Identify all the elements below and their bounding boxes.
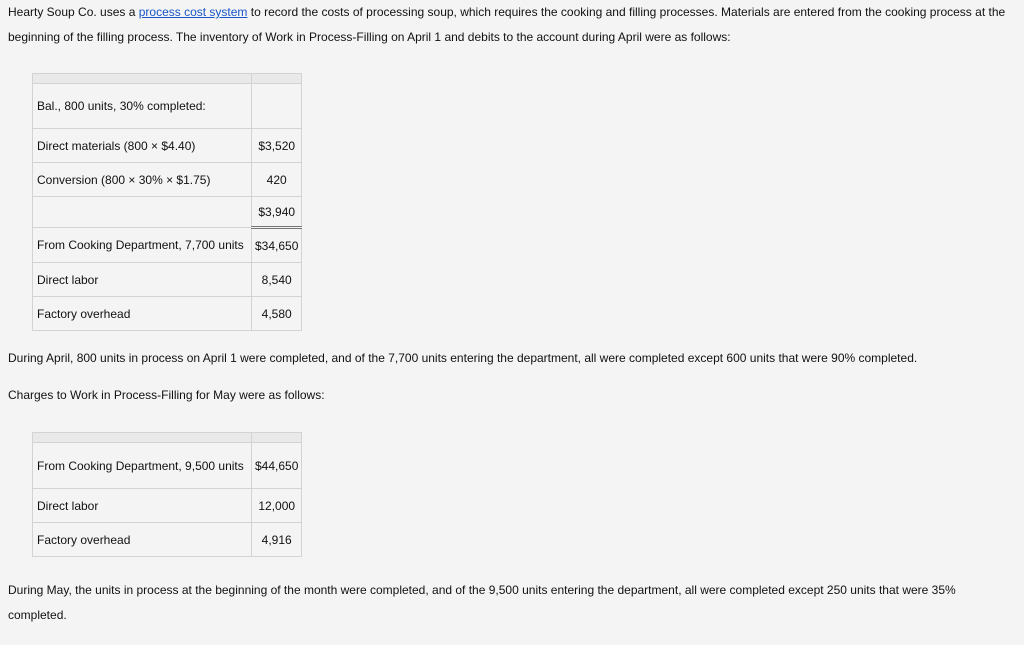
table-row bbox=[33, 163, 302, 197]
intro-text-before: Hearty Soup Co. uses a bbox=[8, 5, 139, 19]
table-header-row bbox=[33, 74, 302, 84]
row-label: Direct labor bbox=[33, 263, 252, 297]
table-row bbox=[33, 263, 302, 297]
charges-paragraph: Charges to Work in Process-Filling for May were as follows: bbox=[8, 388, 325, 402]
table-row bbox=[33, 297, 302, 331]
intro-text-after: to record the costs of processing soup, which requires the cooking and filling processes. Materials are entered from the cooking process at the beginning of the filling process. The inventory of Work in Process-Filling on April 1 and debits to the account during April were as follows: bbox=[8, 5, 1006, 44]
row-label: From Cooking Department, 9,500 units bbox=[33, 443, 252, 489]
row-label: Factory overhead bbox=[33, 523, 252, 557]
row-label bbox=[33, 197, 252, 228]
row-label: Bal., 800 units, 30% completed: bbox=[33, 84, 252, 129]
row-label: Conversion (800 × 30% × $1.75) bbox=[33, 163, 252, 197]
row-label: Factory overhead bbox=[33, 297, 252, 331]
intro-paragraph bbox=[8, 0, 1014, 50]
row-amount: 420 bbox=[252, 163, 302, 197]
row-amount: 4,580 bbox=[252, 297, 302, 331]
table-row-subtotal bbox=[33, 197, 302, 228]
table-row bbox=[33, 489, 302, 523]
table-row bbox=[33, 443, 302, 489]
row-amount: 8,540 bbox=[252, 263, 302, 297]
may-ledger-table bbox=[32, 432, 302, 557]
row-amount: 12,000 bbox=[252, 489, 302, 523]
april-paragraph: During April, 800 units in process on April 1 were completed, and of the 7,700 units entering the department, all were completed except 600 units that were 90% completed. bbox=[8, 351, 918, 365]
row-amount bbox=[252, 84, 302, 129]
may-paragraph: During May, the units in process at the beginning of the month were completed, and of the 9,500 units entering the department, all were completed except 250 units that were 35% completed. bbox=[8, 583, 956, 622]
process-cost-system-link[interactable]: process cost system bbox=[138, 5, 248, 19]
row-amount: 4,916 bbox=[252, 523, 302, 557]
subtotal-amount: $3,940 bbox=[252, 197, 302, 228]
row-label: Direct materials (800 × $4.40) bbox=[33, 129, 252, 163]
table-row bbox=[33, 129, 302, 163]
table-row bbox=[33, 523, 302, 557]
april-ledger-table bbox=[32, 73, 302, 331]
row-amount: $3,520 bbox=[252, 129, 302, 163]
row-amount: $34,650 bbox=[252, 228, 302, 263]
row-label: Direct labor bbox=[33, 489, 252, 523]
table-header-row bbox=[33, 433, 302, 443]
table-row bbox=[33, 84, 302, 129]
row-label: From Cooking Department, 7,700 units bbox=[33, 228, 252, 263]
table-row bbox=[33, 228, 302, 263]
row-amount: $44,650 bbox=[252, 443, 302, 489]
